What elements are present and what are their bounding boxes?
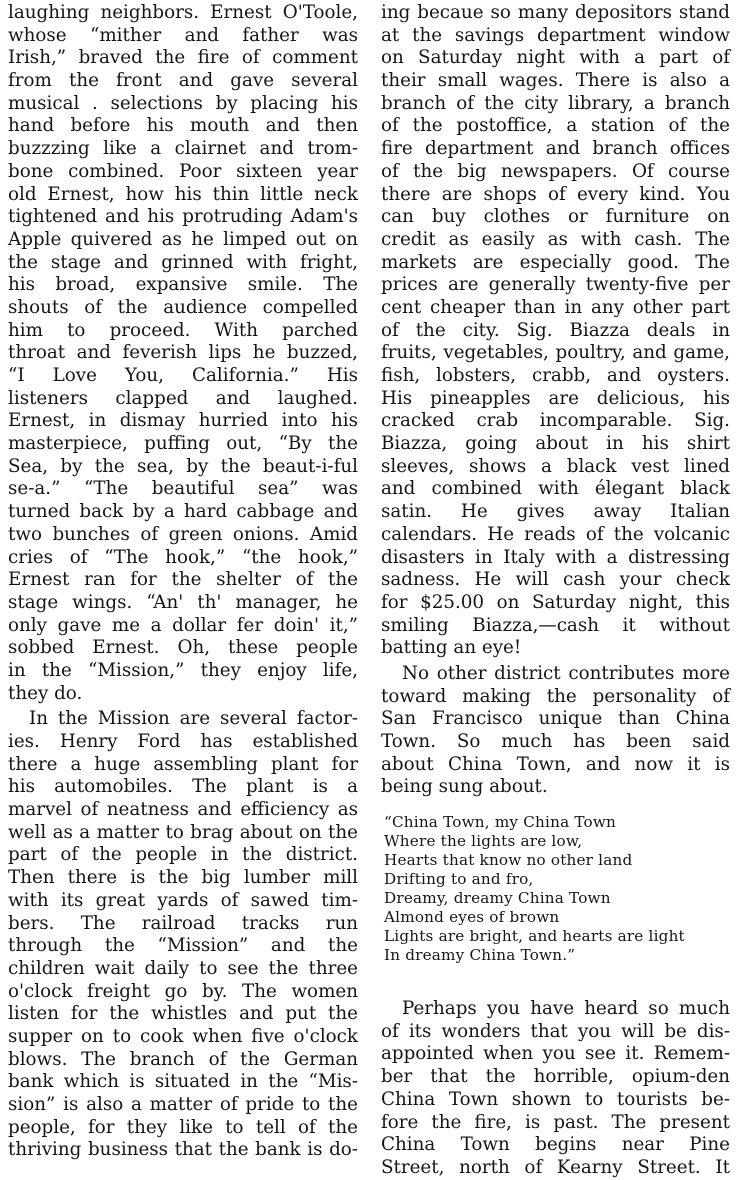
text-line: China Town shown to tourists be- bbox=[381, 1088, 730, 1110]
text-line: him to proceed. With parched bbox=[8, 319, 358, 341]
text-line: appointed when you see it. Remem- bbox=[381, 1043, 730, 1065]
text-line: satin. He gives away Italian bbox=[381, 501, 730, 523]
text-line: marvel of neatness and efficiency as bbox=[8, 799, 358, 821]
verse-line: Lights are bright, and hearts are light bbox=[384, 927, 685, 946]
right-column bbox=[381, 2, 730, 1180]
text-line: Irish,” braved the fire of comment bbox=[8, 47, 358, 69]
text-line: calendars. He reads of the volcanic bbox=[381, 523, 730, 545]
text-line: bers. The railroad tracks run bbox=[8, 912, 358, 934]
text-line: His pineapples are delicious, his bbox=[381, 387, 730, 409]
text-line: musical . selections by placing his bbox=[8, 92, 358, 114]
text-line: people, for they like to tell of the bbox=[8, 1116, 358, 1138]
text-line: fore the fire, is past. The present bbox=[381, 1111, 730, 1133]
verse-line: Almond eyes of brown bbox=[384, 908, 560, 927]
text-line: only gave me a dollar fer doin' it,” bbox=[8, 614, 358, 636]
text-line: smiling Biazza,—cash it without bbox=[381, 614, 730, 636]
text-line: about China Town, and now it is bbox=[381, 753, 730, 775]
china-town-intro-paragraph bbox=[381, 663, 730, 799]
verse-gap bbox=[381, 799, 730, 813]
verse-line: Drifting to and fro, bbox=[384, 870, 534, 889]
text-line: laughing neighbors. Ernest O'Toole, bbox=[8, 2, 358, 23]
text-line: buzzzing like a clairnet and trom- bbox=[8, 138, 358, 160]
text-line: there are shops of every kind. You bbox=[381, 183, 730, 205]
text-line: listen for the whistles and put the bbox=[8, 1003, 358, 1025]
text-line: shouts of the audience compelled bbox=[8, 296, 358, 318]
mission-factories-paragraph bbox=[8, 708, 358, 1162]
ernest-otoole-paragraph bbox=[8, 2, 358, 705]
left-column bbox=[8, 2, 358, 1162]
text-line: San Francisco unique than China bbox=[381, 708, 730, 730]
text-line: cracked crab incomparable. Sig. bbox=[381, 410, 730, 432]
text-line: tightened and his protruding Adam's bbox=[8, 206, 358, 228]
text-line: cries of “The hook,” “the hook,” bbox=[8, 546, 358, 568]
text-line: part of the people in the district. bbox=[8, 844, 358, 866]
text-line: on Saturday night with a part of bbox=[381, 47, 730, 69]
text-line: listeners clapped and laughed. bbox=[8, 387, 358, 409]
text-line: batting an eye! bbox=[381, 637, 522, 659]
text-line: with its great yards of sawed tim- bbox=[8, 889, 358, 911]
text-line: “I Love You, California.” His bbox=[8, 365, 358, 386]
text-line: of the city. Sig. Biazza deals in bbox=[381, 319, 730, 341]
text-line: of the big newspapers. Of course bbox=[381, 160, 730, 182]
text-line: they do. bbox=[8, 682, 83, 704]
text-line: blows. The branch of the German bbox=[8, 1048, 358, 1070]
text-line: bone combined. Poor sixteen year bbox=[8, 160, 358, 182]
text-line: from the front and gave several bbox=[8, 70, 358, 92]
text-line: supper on to cook when five o'clock bbox=[8, 1025, 358, 1047]
verse-line: “China Town, my China Town bbox=[384, 813, 617, 832]
verse-line: In dreamy China Town.” bbox=[384, 946, 576, 965]
text-line: through the “Mission” and the bbox=[8, 935, 358, 957]
text-line: can buy clothes or furniture on bbox=[381, 206, 730, 228]
text-line: sleeves, shows a black vest lined bbox=[381, 455, 730, 477]
text-line: at the savings department window bbox=[381, 24, 730, 46]
text-line: sion” is also a matter of pride to the bbox=[8, 1094, 358, 1115]
text-line: prices are generally twenty-five per bbox=[381, 274, 730, 296]
text-line: Sea, by the sea, by the beaut-i-ful bbox=[8, 455, 358, 477]
verse-gap bbox=[381, 965, 730, 998]
text-line: children wait daily to see the three bbox=[8, 957, 358, 979]
text-line: throat and feverish lips he buzzed, bbox=[8, 342, 358, 364]
text-line: ing becaue so many depositors stand bbox=[381, 2, 730, 23]
text-line: Ernest, in dismay hurried into his bbox=[8, 410, 358, 432]
china-town-song-verse bbox=[381, 813, 730, 965]
text-line: China Town begins near Pine bbox=[381, 1134, 730, 1156]
verse-line: Where the lights are low, bbox=[384, 832, 583, 851]
text-line: In the Mission are several factor- bbox=[29, 708, 358, 730]
text-line: whose “mither and father was bbox=[8, 24, 358, 46]
text-line: thriving business that the bank is do- bbox=[8, 1139, 358, 1161]
text-line: turned back by a hard cabbage and bbox=[8, 501, 358, 523]
text-line: for $25.00 on Saturday night, this bbox=[381, 591, 730, 613]
text-line: masterpiece, puffing out, “By the bbox=[8, 433, 358, 455]
text-line: fish, lobsters, crabb, and oysters. bbox=[381, 365, 730, 386]
text-line: disasters in Italy with a distressing bbox=[381, 546, 730, 568]
text-line: and combined with élegant black bbox=[381, 478, 730, 500]
text-line: Then there is the big lumber mill bbox=[8, 867, 358, 889]
text-line: No other district contributes more bbox=[402, 662, 730, 684]
text-line: there a huge assembling plant for bbox=[8, 753, 358, 775]
text-line: Ernest ran for the shelter of the bbox=[8, 569, 358, 591]
text-line: Biazza, going about in his shirt bbox=[381, 433, 730, 455]
text-line: fruits, vegetables, poultry, and game, bbox=[381, 342, 730, 364]
text-line: old Ernest, how his thin little neck bbox=[8, 183, 358, 205]
verse-line: Dreamy, dreamy China Town bbox=[384, 889, 611, 908]
text-line: of its wonders that you will be dis- bbox=[381, 1020, 730, 1042]
text-line: ies. Henry Ford has established bbox=[8, 731, 358, 752]
text-line: bank which is situated in the “Mis- bbox=[8, 1071, 358, 1093]
text-line: well as a matter to brag about on the bbox=[8, 821, 358, 843]
text-line: two bunches of green onions. Amid bbox=[8, 523, 358, 545]
text-line: Perhaps you have heard so much bbox=[402, 998, 730, 1020]
text-line: Apple quivered as he limped out on bbox=[8, 228, 358, 250]
text-line: branch of the city library, a branch bbox=[381, 92, 730, 114]
text-line: his broad, expansive smile. The bbox=[8, 274, 358, 296]
text-line: in the “Mission,” they enjoy life, bbox=[8, 659, 358, 681]
text-line: fire department and branch offices bbox=[381, 138, 730, 160]
text-line: ber that the horrible, opium-den bbox=[381, 1066, 730, 1088]
text-line: stage wings. “An' th' manager, he bbox=[8, 591, 358, 613]
text-line: their small wages. There is also a bbox=[381, 70, 730, 92]
text-line: credit as easily as with cash. The bbox=[381, 228, 730, 250]
text-line: being sung about. bbox=[381, 776, 548, 798]
text-line: markets are especially good. The bbox=[381, 251, 730, 273]
text-line: of the postoffice, a station of the bbox=[381, 115, 730, 137]
text-line: Street, north of Kearny Street. It bbox=[381, 1156, 730, 1178]
text-line: his automobiles. The plant is a bbox=[8, 776, 358, 798]
text-line: o'clock freight go by. The women bbox=[8, 980, 358, 1002]
text-line: toward making the personality of bbox=[381, 685, 730, 707]
text-line: Town. So much has been said bbox=[381, 731, 730, 752]
text-line: hand before his mouth and then bbox=[8, 115, 358, 137]
verse-line: Hearts that know no other land bbox=[384, 851, 633, 870]
text-line: se-a.” “The beautiful sea” was bbox=[8, 478, 358, 500]
mission-businesses-paragraph bbox=[381, 2, 730, 660]
text-line: sadness. He will cash your check bbox=[381, 569, 730, 591]
text-line: cent cheaper than in any other part bbox=[381, 296, 730, 318]
text-line: the stage and grinned with fright, bbox=[8, 251, 358, 273]
text-line: sobbed Ernest. Oh, these people bbox=[8, 637, 358, 659]
china-town-closing-paragraph bbox=[381, 998, 730, 1180]
